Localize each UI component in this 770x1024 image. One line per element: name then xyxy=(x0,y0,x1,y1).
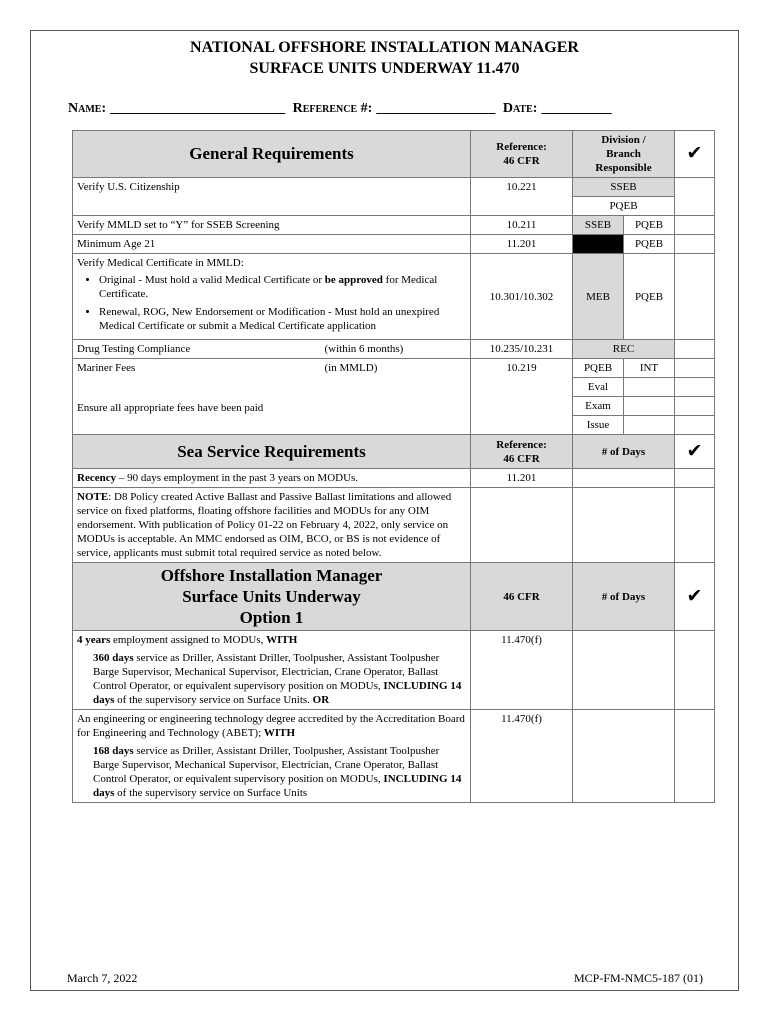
mmld-division-pqeb: PQEB xyxy=(624,216,675,235)
fees-reference: 10.219 xyxy=(471,359,573,435)
citizenship-division-pqeb: PQEB xyxy=(573,197,675,216)
note-bold: NOTE xyxy=(77,491,109,503)
footer-date: March 7, 2022 xyxy=(67,971,138,985)
age-blacked-out-cell xyxy=(573,235,624,254)
note-days-cell xyxy=(573,488,675,563)
drug-testing-check-box[interactable] xyxy=(675,340,715,359)
plain-text: employment assigned to MODUs, xyxy=(110,634,267,646)
option-requirement-1 xyxy=(73,631,471,710)
fees-cell xyxy=(73,359,471,435)
option-requirement-1-check-box[interactable] xyxy=(675,631,715,710)
citizenship-label: Verify U.S. Citizenship xyxy=(73,178,471,216)
division-header-line-2: Branch xyxy=(606,148,641,160)
bullet-text: Original - Must hold a valid Medical Certificate or xyxy=(99,274,325,286)
fees-instruction: Ensure all appropriate fees have been paid xyxy=(77,402,264,414)
sea-reference-header xyxy=(471,435,573,469)
option-requirement-2-reference: 11.470(f) xyxy=(471,710,573,803)
table-row xyxy=(73,235,715,254)
plain-text: of the supervisory service on Surface Units xyxy=(114,787,308,799)
table-row xyxy=(73,469,715,488)
option-title-line-3: Option 1 xyxy=(239,608,304,627)
medical-division-meb: MEB xyxy=(573,254,624,340)
header-fields xyxy=(68,101,708,117)
drug-testing-note: (within 6 months) xyxy=(324,343,404,355)
check-mark-icon: ✔ xyxy=(675,131,715,178)
plain-text: service as Driller, Assistant Driller, Toolpusher, Assistant Toolpusher Barge Supervisor, Mechanical Supervisor, Electrician, Crane Operator, Ballast Control Operator, or equivalent supervisory position on MODUs, xyxy=(93,652,440,692)
mmld-check-box[interactable] xyxy=(675,216,715,235)
bold-text: 4 years xyxy=(77,634,111,646)
drug-testing-division: REC xyxy=(573,340,675,359)
drug-testing-label: Drug Testing Compliance xyxy=(77,343,191,355)
bold-text: INCLUDING 14 days xyxy=(93,773,462,799)
name-field[interactable]: _________________________ xyxy=(110,101,286,116)
medical-division-pqeb: PQEB xyxy=(624,254,675,340)
sea-reference-header-line-2: 46 CFR xyxy=(503,452,540,465)
bold-text: WITH xyxy=(263,727,296,739)
fees-eval-label: Eval xyxy=(573,378,624,397)
form-title-line-2: SURFACE UNITS UNDERWAY 11.470 xyxy=(249,60,520,77)
plain-text: of the supervisory service on Surface Units. xyxy=(114,694,313,706)
requirements-table xyxy=(72,130,715,803)
fees-eval-check-box[interactable] xyxy=(675,378,715,397)
age-check-box[interactable] xyxy=(675,235,715,254)
general-requirements-title: General Requirements xyxy=(73,131,471,178)
age-reference: 11.201 xyxy=(471,235,573,254)
medical-label: Verify Medical Certificate in MMLD: xyxy=(77,257,244,269)
fees-division-int: INT xyxy=(624,359,675,378)
table-row xyxy=(73,178,715,197)
general-header-row xyxy=(73,131,715,178)
fees-check-box[interactable] xyxy=(675,359,715,378)
sea-service-title: Sea Service Requirements xyxy=(73,435,471,469)
check-mark-icon: ✔ xyxy=(675,563,715,631)
option-days-header: # of Days xyxy=(573,563,675,631)
recency-bold: Recency xyxy=(77,472,117,484)
plain-text: service as Driller, Assistant Driller, Toolpusher, Assistant Toolpusher Barge Supervisor, Mechanical Supervisor, Electrician, Crane Operator, Ballast Control Operator, or equivalent supervisory position on MODUs, xyxy=(93,745,440,785)
reference-header-line-2: 46 CFR xyxy=(503,155,540,167)
sea-service-header-row xyxy=(73,435,715,469)
name-label: Name: xyxy=(68,101,107,116)
note-reference-cell xyxy=(471,488,573,563)
citizenship-division-sseb: SSEB xyxy=(573,178,675,197)
citizenship-reference: 10.221 xyxy=(471,178,573,216)
option-requirement-1-reference: 11.470(f) xyxy=(471,631,573,710)
fees-issue-check-box[interactable] xyxy=(675,416,715,435)
bullet-text: for Medical Certificate. xyxy=(99,274,438,300)
recency-text: – 90 days employment in the past 3 years on MODUs. xyxy=(116,472,359,484)
option-title xyxy=(73,563,471,631)
bold-text: INCLUDING 14 days xyxy=(93,680,462,706)
requirement-2-detail xyxy=(77,744,466,800)
drug-testing-cell xyxy=(73,340,471,359)
medical-bullet-original xyxy=(99,273,466,301)
fees-division-pqeb: PQEB xyxy=(573,359,624,378)
fees-issue-field[interactable] xyxy=(624,416,675,435)
fees-note: (in MMLD) xyxy=(324,362,378,374)
bold-text: 360 days xyxy=(93,652,134,664)
table-row xyxy=(73,631,715,710)
medical-bullets xyxy=(77,273,466,333)
requirement-2-main xyxy=(77,712,466,740)
division-header-line-1: Division / xyxy=(601,134,646,146)
option-requirement-2 xyxy=(73,710,471,803)
fees-label: Mariner Fees xyxy=(77,362,136,374)
reference-header-line-1: Reference: xyxy=(496,141,547,153)
mmld-reference: 10.211 xyxy=(471,216,573,235)
recency-requirement xyxy=(73,469,471,488)
fees-eval-field[interactable] xyxy=(624,378,675,397)
option-requirement-2-check-box[interactable] xyxy=(675,710,715,803)
recency-days-field[interactable] xyxy=(573,469,675,488)
note-text: : D8 Policy created Active Ballast and Passive Ballast limitations and allowed service on fixed platforms, floating offshore facilities and MODUs for any OIM endorsement. With publication of Policy 01-22 on February 4, 2022, only service on MODUs is acceptable. An MMC endorsed as OIM, BCO, or BS is not evidence of service, applicants must submit total required service as noted below. xyxy=(77,491,452,559)
fees-exam-label: Exam xyxy=(573,397,624,416)
option-requirement-1-days-field[interactable] xyxy=(573,631,675,710)
option-requirement-2-days-field[interactable] xyxy=(573,710,675,803)
sea-reference-header-line-1: Reference: xyxy=(496,438,547,451)
age-division-pqeb: PQEB xyxy=(624,235,675,254)
recency-check-box[interactable] xyxy=(675,469,715,488)
note-check-cell xyxy=(675,488,715,563)
reference-header xyxy=(471,131,573,178)
recency-reference: 11.201 xyxy=(471,469,573,488)
fees-issue-label: Issue xyxy=(573,416,624,435)
division-header xyxy=(573,131,675,178)
form-title-line-1: NATIONAL OFFSHORE INSTALLATION MANAGER xyxy=(190,39,579,56)
option-title-line-1: Offshore Installation Manager xyxy=(160,566,383,585)
table-row xyxy=(73,710,715,803)
table-row xyxy=(73,359,715,378)
bold-text: OR xyxy=(312,694,330,706)
policy-note xyxy=(73,488,471,563)
date-label: Date: xyxy=(502,101,538,116)
bold-text: WITH xyxy=(266,634,298,646)
medical-bullet-renewal: • Renewal, ROG, New Endorsement or Modification - Must hold an unexpired Medical Certificate or submit a Medical Certificate application xyxy=(99,305,466,333)
option-title-line-2: Surface Units Underway xyxy=(182,587,361,606)
fees-exam-check-box[interactable] xyxy=(675,397,715,416)
reference-label: Reference #: xyxy=(292,101,373,116)
table-row xyxy=(73,488,715,563)
fees-exam-field[interactable] xyxy=(624,397,675,416)
division-header-line-3: Responsible xyxy=(595,162,652,174)
fees-line xyxy=(77,361,466,375)
reference-field[interactable]: _________________ xyxy=(376,101,496,116)
age-label: Minimum Age 21 xyxy=(73,235,471,254)
bold-text: 168 days xyxy=(93,745,134,757)
medical-requirement xyxy=(73,254,471,340)
table-row xyxy=(73,340,715,359)
table-row xyxy=(73,254,715,340)
check-mark-icon: ✔ xyxy=(675,435,715,469)
plain-text: An engineering or engineering technology degree accredited by the Accreditation Board for Engineering and Technology (ABET); xyxy=(77,713,465,739)
requirement-1-detail xyxy=(77,651,466,707)
medical-check-box[interactable] xyxy=(675,254,715,340)
mmld-division-sseb: SSEB xyxy=(573,216,624,235)
option-reference-header: 46 CFR xyxy=(471,563,573,631)
table-row xyxy=(73,216,715,235)
bullet-bold: be approved xyxy=(324,274,383,286)
medical-reference: 10.301/10.302 xyxy=(471,254,573,340)
option-header-row xyxy=(73,563,715,631)
mmld-label: Verify MMLD set to “Y” for SSEB Screening xyxy=(73,216,471,235)
citizenship-check-box[interactable] xyxy=(675,178,715,216)
requirement-1-main xyxy=(77,633,466,647)
footer-form-number: MCP-FM-NMC5-187 (01) xyxy=(573,971,703,985)
sea-days-header: # of Days xyxy=(573,435,675,469)
date-field[interactable]: __________ xyxy=(541,101,612,116)
drug-testing-reference: 10.235/10.231 xyxy=(471,340,573,359)
